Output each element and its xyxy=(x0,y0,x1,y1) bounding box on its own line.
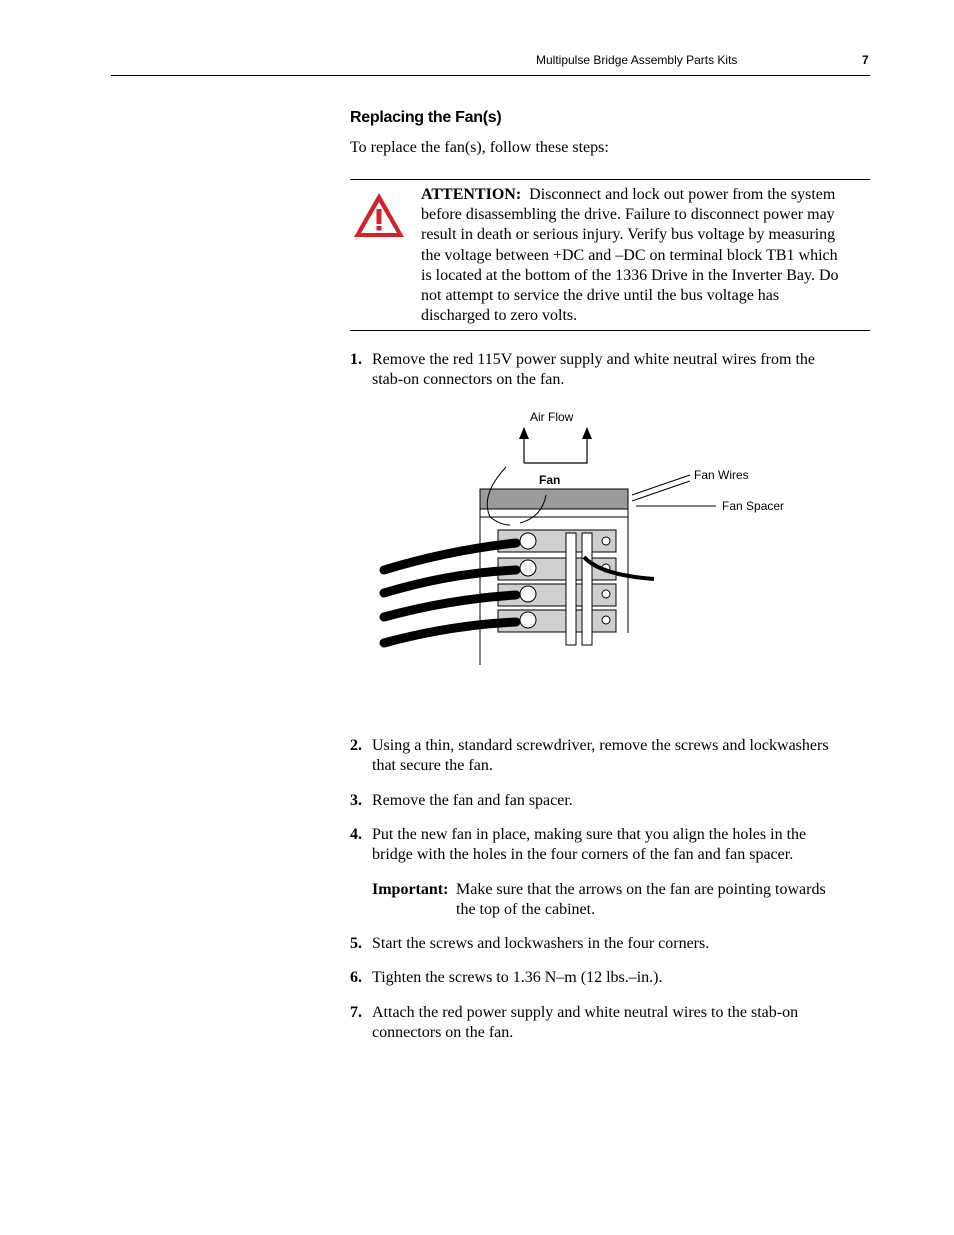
arrow-up-icon xyxy=(519,427,529,439)
fan-spacer xyxy=(480,489,628,509)
attention-line: not attempt to service the drive until the bus voltage has xyxy=(421,287,780,305)
important-text: Make sure that the arrows on the fan are pointing towards xyxy=(456,881,826,898)
step-text: bridge with the holes in the four corners of the fan and fan spacer. xyxy=(372,846,794,864)
section-title: Replacing the Fan(s) xyxy=(350,109,502,126)
attention-bottom-rule xyxy=(350,330,870,331)
step-number: 1. xyxy=(350,351,362,368)
warning-triangle-icon xyxy=(352,191,406,239)
attention-top-rule xyxy=(350,179,870,180)
running-header-title: Multipulse Bridge Assembly Parts Kits xyxy=(536,53,738,67)
fan-wires-label: Fan Wires xyxy=(694,468,749,482)
step-text: Put the new fan in place, making sure that you align the holes in the xyxy=(372,826,807,843)
step-text: Tighten the screws to 1.36 N–m (12 lbs.–in.). xyxy=(372,969,663,986)
air-flow-label: Air Flow xyxy=(530,410,574,424)
step-text: Remove the fan and fan spacer. xyxy=(372,792,573,809)
intro-text: To replace the fan(s), follow these steps: xyxy=(350,139,609,156)
fan-wires-leader xyxy=(632,475,690,495)
arrow-up-icon xyxy=(582,427,592,439)
step-text: that secure the fan. xyxy=(372,757,493,775)
step-number: 2. xyxy=(350,737,362,754)
attention-line: discharged to zero volts. xyxy=(421,307,578,325)
step-number: 5. xyxy=(350,935,362,952)
power-cables xyxy=(384,543,516,643)
step-text: stab-on connectors on the fan. xyxy=(372,371,565,389)
step-text: Using a thin, standard screwdriver, remove the screws and lockwashers xyxy=(372,737,829,754)
step-number: 6. xyxy=(350,969,362,986)
fan-assembly-figure xyxy=(370,405,800,685)
step-number: 3. xyxy=(350,792,362,809)
air-flow-arrows xyxy=(524,431,587,463)
attention-line: the voltage between +DC and –DC on terminal block TB1 which xyxy=(421,246,838,264)
step-text: Start the screws and lockwashers in the four corners. xyxy=(372,935,710,952)
step-text: connectors on the fan. xyxy=(372,1024,514,1042)
step-number: 7. xyxy=(350,1004,362,1021)
important-label: Important: xyxy=(372,881,449,898)
step-text: Remove the red 115V power supply and white neutral wires from the xyxy=(372,351,815,368)
attention-line: result in death or serious injury. Verify bus voltage by measuring xyxy=(421,226,836,244)
attention-text xyxy=(421,185,867,326)
important-text: the top of the cabinet. xyxy=(456,901,596,919)
header-rule xyxy=(111,75,870,76)
attention-line: is located at the bottom of the 1336 Drive in the Inverter Bay. Do xyxy=(421,266,839,284)
step-text: Attach the red power supply and white neutral wires to the stab-on xyxy=(372,1004,799,1021)
fan-label: Fan xyxy=(539,473,561,487)
attention-label: ATTENTION: xyxy=(421,186,522,203)
attention-line: Disconnect and lock out power from the system xyxy=(529,186,836,203)
step-number: 4. xyxy=(350,826,362,843)
attention-line: before disassembling the drive. Failure to disconnect power may xyxy=(421,206,835,224)
fan-spacer-label: Fan Spacer xyxy=(722,499,785,513)
page-number: 7 xyxy=(862,53,869,67)
fan-wires-leader xyxy=(632,481,690,501)
